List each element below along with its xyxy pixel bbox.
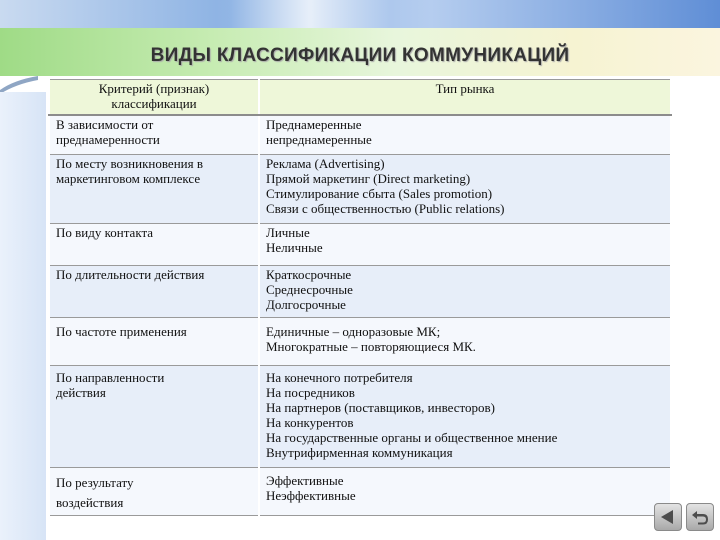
classification-table [48, 79, 672, 516]
top-band-highlight [230, 0, 390, 28]
criterion-cell [49, 265, 259, 317]
slide-title: ВИДЫ КЛАССИФИКАЦИИ КОММУНИКАЦИЙ [150, 45, 570, 66]
return-arrow-icon [691, 508, 709, 526]
type-line: На государственные органы и общественное мнение [266, 430, 558, 446]
type-line: Личные [266, 224, 310, 240]
type-line: Единичные – одноразовые МК; [266, 324, 441, 340]
type-cell [259, 366, 671, 467]
table-row [49, 115, 671, 155]
type-line: Краткосрочные [266, 266, 352, 282]
header-type-cell [259, 80, 671, 115]
criterion-line: маркетинговом комплексе [56, 171, 201, 187]
table-row [49, 366, 671, 467]
criterion-line: По виду контакта [56, 224, 154, 240]
criterion-line: По направленности [56, 370, 165, 386]
table-row [49, 318, 671, 366]
header-type-label: Тип рынка [435, 81, 495, 96]
type-line: Неэффективные [266, 487, 356, 503]
type-line: Среднесрочные [266, 281, 353, 297]
table-row [49, 467, 671, 515]
type-line: Преднамеренные [266, 116, 362, 132]
type-line: Долгосрочные [266, 296, 346, 312]
return-slide-button[interactable] [686, 503, 714, 531]
type-line: Эффективные [266, 472, 344, 488]
type-cell [259, 467, 671, 515]
type-line: На конкурентов [266, 415, 354, 431]
top-decorative-band [0, 0, 720, 28]
criterion-cell [49, 318, 259, 366]
type-line: На посредников [266, 385, 355, 401]
type-cell [259, 115, 671, 155]
criterion-cell [49, 467, 259, 515]
type-cell [259, 155, 671, 223]
criterion-line: По месту возникновения в [56, 156, 203, 172]
criterion-line: В зависимости от [56, 116, 154, 132]
left-decorative-rail [0, 92, 46, 540]
type-cell [259, 265, 671, 317]
type-line: непреднамеренные [266, 131, 372, 147]
criterion-line: преднамеренности [56, 131, 160, 147]
type-line: Неличные [266, 239, 323, 255]
header-criterion-line: классификации [111, 96, 197, 111]
previous-slide-button[interactable] [654, 503, 682, 531]
criterion-cell [49, 366, 259, 467]
criterion-line: действия [56, 385, 106, 401]
table-row [49, 155, 671, 223]
criterion-line: По частоте применения [56, 324, 187, 340]
type-cell [259, 223, 671, 265]
type-line: Связи с общественностью (Public relations) [266, 201, 505, 217]
criterion-cell [49, 115, 259, 155]
type-line: Многократные – повторяющиеся МК. [266, 339, 476, 355]
table-header-row [49, 80, 671, 115]
criterion-cell [49, 223, 259, 265]
table-row [49, 223, 671, 265]
header-criterion-line: Критерий (признак) [98, 81, 210, 96]
header-criterion-cell [49, 80, 259, 115]
type-line: На конечного потребителя [266, 370, 413, 386]
table-row [49, 265, 671, 317]
criterion-line: По длительности действия [56, 266, 205, 282]
type-line: Внутрифирменная коммуникация [266, 445, 453, 461]
criterion-line: воздействия [56, 494, 124, 510]
type-cell [259, 318, 671, 366]
type-line: Реклама (Advertising) [266, 156, 385, 172]
criterion-cell [49, 155, 259, 223]
type-line: Стимулирование сбыта (Sales promotion) [266, 186, 493, 202]
type-line: Прямой маркетинг (Direct marketing) [266, 171, 471, 187]
criterion-line: По результату [56, 474, 134, 490]
arrow-left-icon [659, 508, 677, 526]
type-line: На партнеров (поставщиков, инвесторов) [266, 400, 495, 416]
